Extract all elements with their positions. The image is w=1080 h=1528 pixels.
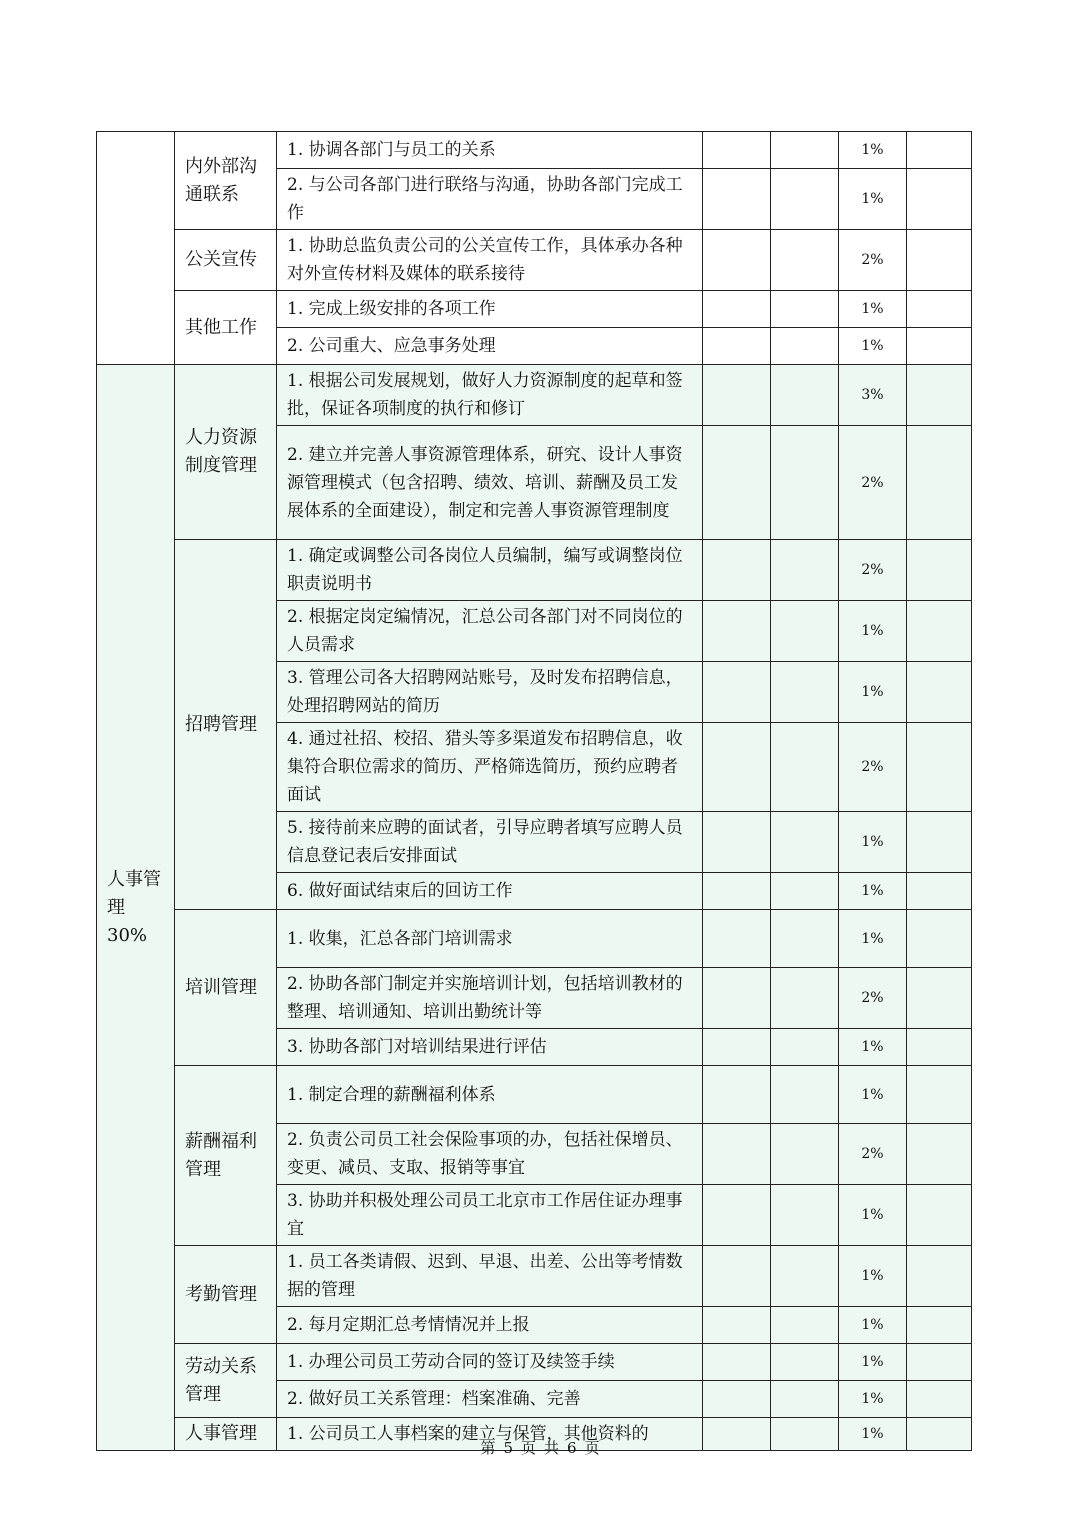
empty-cell	[703, 601, 771, 662]
empty-cell	[703, 1029, 771, 1066]
empty-cell	[907, 910, 972, 968]
footer-suffix: 页	[584, 1439, 600, 1457]
footer-page-unit: 页	[520, 1439, 536, 1457]
weight-cell: 3%	[839, 365, 907, 426]
empty-cell	[771, 1381, 839, 1418]
weight-cell: 1%	[839, 1307, 907, 1344]
task-cell: 1. 收集，汇总各部门培训需求	[277, 910, 703, 968]
empty-cell	[907, 1029, 972, 1066]
task-cell: 1. 办理公司员工劳动合同的签订及续签手续	[277, 1344, 703, 1381]
task-cell: 2. 根据定岗定编情况，汇总公司各部门对不同岗位的人员需求	[277, 601, 703, 662]
table-row	[97, 291, 972, 328]
category-cell	[97, 132, 175, 365]
task-cell: 5. 接待前来应聘的面试者，引导应聘者填写应聘人员信息登记表后安排面试	[277, 812, 703, 873]
task-cell: 1. 完成上级安排的各项工作	[277, 291, 703, 328]
weight-cell: 1%	[839, 1185, 907, 1246]
task-cell: 1. 协调各部门与员工的关系	[277, 132, 703, 169]
empty-cell	[703, 132, 771, 169]
subcategory-cell: 公关宣传	[175, 230, 277, 291]
subcategory-cell: 薪酬福利管理	[175, 1066, 277, 1246]
table-row	[97, 1246, 972, 1307]
table-row	[97, 132, 972, 169]
empty-cell	[703, 328, 771, 365]
empty-cell	[703, 1124, 771, 1185]
task-cell: 2. 公司重大、应急事务处理	[277, 328, 703, 365]
empty-cell	[771, 910, 839, 968]
empty-cell	[771, 662, 839, 723]
weight-cell: 1%	[839, 1344, 907, 1381]
empty-cell	[771, 1185, 839, 1246]
empty-cell	[703, 812, 771, 873]
empty-cell	[703, 1185, 771, 1246]
empty-cell	[907, 1124, 972, 1185]
empty-cell	[907, 169, 972, 230]
empty-cell	[907, 1381, 972, 1418]
empty-cell	[703, 291, 771, 328]
empty-cell	[703, 540, 771, 601]
task-cell: 3. 协助各部门对培训结果进行评估	[277, 1029, 703, 1066]
empty-cell	[771, 601, 839, 662]
weight-cell: 2%	[839, 968, 907, 1029]
footer-page-number: 5	[503, 1439, 513, 1457]
subcategory-cell: 内外部沟通联系	[175, 132, 277, 230]
weight-cell: 2%	[839, 230, 907, 291]
task-cell: 3. 管理公司各大招聘网站账号，及时发布招聘信息，处理招聘网站的简历	[277, 662, 703, 723]
category-cell: 人事管理 30%	[97, 365, 175, 1451]
empty-cell	[907, 968, 972, 1029]
empty-cell	[907, 540, 972, 601]
weight-cell: 1%	[839, 1246, 907, 1307]
empty-cell	[907, 601, 972, 662]
empty-cell	[771, 132, 839, 169]
empty-cell	[771, 1066, 839, 1124]
weight-cell: 1%	[839, 291, 907, 328]
subcategory-cell: 培训管理	[175, 910, 277, 1066]
table-row	[97, 365, 972, 426]
weight-cell: 1%	[839, 601, 907, 662]
task-cell: 2. 每月定期汇总考情情况并上报	[277, 1307, 703, 1344]
empty-cell	[771, 230, 839, 291]
empty-cell	[703, 1381, 771, 1418]
table-row	[97, 540, 972, 601]
empty-cell	[907, 132, 972, 169]
empty-cell	[771, 1246, 839, 1307]
empty-cell	[771, 540, 839, 601]
empty-cell	[771, 426, 839, 540]
weight-cell: 2%	[839, 540, 907, 601]
empty-cell	[907, 873, 972, 910]
weight-cell: 1%	[839, 1381, 907, 1418]
task-cell: 2. 负责公司员工社会保险事项的办，包括社保增员、变更、减员、支取、报销等事宜	[277, 1124, 703, 1185]
empty-cell	[703, 1066, 771, 1124]
table-row	[97, 230, 972, 291]
empty-cell	[907, 426, 972, 540]
subcategory-cell: 其他工作	[175, 291, 277, 365]
empty-cell	[771, 291, 839, 328]
empty-cell	[771, 1344, 839, 1381]
empty-cell	[771, 328, 839, 365]
task-cell: 1. 协助总监负责公司的公关宣传工作，具体承办各种对外宣传材料及媒体的联系接待	[277, 230, 703, 291]
weight-cell: 1%	[839, 1066, 907, 1124]
empty-cell	[771, 365, 839, 426]
empty-cell	[907, 1307, 972, 1344]
page-footer	[0, 1437, 1080, 1458]
empty-cell	[771, 873, 839, 910]
subcategory-cell: 考勤管理	[175, 1246, 277, 1344]
task-cell: 3. 协助并积极处理公司员工北京市工作居住证办理事宜	[277, 1185, 703, 1246]
task-cell: 2. 协助各部门制定并实施培训计划，包括培训教材的整理、培训通知、培训出勤统计等	[277, 968, 703, 1029]
empty-cell	[771, 1029, 839, 1066]
empty-cell	[907, 230, 972, 291]
task-cell: 1. 制定合理的薪酬福利体系	[277, 1066, 703, 1124]
empty-cell	[703, 910, 771, 968]
empty-cell	[907, 1185, 972, 1246]
empty-cell	[907, 723, 972, 812]
task-cell: 6. 做好面试结束后的回访工作	[277, 873, 703, 910]
weight-cell: 2%	[839, 1124, 907, 1185]
empty-cell	[703, 169, 771, 230]
table-row	[97, 1066, 972, 1124]
empty-cell	[771, 723, 839, 812]
weight-cell: 2%	[839, 426, 907, 540]
footer-total-label: 共	[544, 1439, 560, 1457]
empty-cell	[771, 1124, 839, 1185]
empty-cell	[703, 1246, 771, 1307]
weight-cell: 1%	[839, 910, 907, 968]
empty-cell	[703, 230, 771, 291]
weight-cell: 1%	[839, 812, 907, 873]
task-cell: 1. 员工各类请假、迟到、早退、出差、公出等考情数据的管理	[277, 1246, 703, 1307]
subcategory-cell: 人力资源制度管理	[175, 365, 277, 540]
task-cell: 2. 与公司各部门进行联络与沟通，协助各部门完成工作	[277, 169, 703, 230]
empty-cell	[703, 1344, 771, 1381]
subcategory-cell: 招聘管理	[175, 540, 277, 910]
task-cell: 1. 根据公司发展规划，做好人力资源制度的起草和签批，保证各项制度的执行和修订	[277, 365, 703, 426]
table-row	[97, 1344, 972, 1381]
task-cell: 1. 确定或调整公司各岗位人员编制，编写或调整岗位职责说明书	[277, 540, 703, 601]
empty-cell	[771, 968, 839, 1029]
empty-cell	[907, 1344, 972, 1381]
empty-cell	[703, 1307, 771, 1344]
weight-cell: 1%	[839, 132, 907, 169]
weight-cell: 1%	[839, 169, 907, 230]
task-cell: 2. 建立并完善人事资源管理体系，研究、设计人事资源管理模式（包含招聘、绩效、培训、薪酬及员工发展体系的全面建设），制定和完善人事资源管理制度	[277, 426, 703, 540]
weight-cell: 1%	[839, 873, 907, 910]
task-cell: 1. 公司员工人事档案的建立与保管，其他资料的	[277, 1418, 703, 1451]
empty-cell	[703, 365, 771, 426]
weight-cell: 1%	[839, 1418, 907, 1451]
task-cell: 4. 通过社招、校招、猎头等多渠道发布招聘信息，收集符合职位需求的简历、严格筛选简历，预约应聘者面试	[277, 723, 703, 812]
table-row	[97, 910, 972, 968]
footer-prefix: 第	[480, 1439, 496, 1457]
empty-cell	[703, 873, 771, 910]
footer-total-pages: 6	[567, 1439, 577, 1457]
empty-cell	[907, 328, 972, 365]
weight-cell: 1%	[839, 1029, 907, 1066]
empty-cell	[907, 662, 972, 723]
empty-cell	[703, 723, 771, 812]
weight-cell: 1%	[839, 662, 907, 723]
empty-cell	[771, 1307, 839, 1344]
empty-cell	[907, 291, 972, 328]
weight-cell: 1%	[839, 328, 907, 365]
task-cell: 2. 做好员工关系管理：档案准确、完善	[277, 1381, 703, 1418]
empty-cell	[907, 1246, 972, 1307]
empty-cell	[907, 1066, 972, 1124]
empty-cell	[907, 812, 972, 873]
empty-cell	[703, 426, 771, 540]
evaluation-table	[96, 131, 972, 1451]
empty-cell	[771, 812, 839, 873]
empty-cell	[907, 365, 972, 426]
empty-cell	[703, 968, 771, 1029]
weight-cell: 2%	[839, 723, 907, 812]
empty-cell	[703, 662, 771, 723]
subcategory-cell: 人事管理	[175, 1418, 277, 1451]
subcategory-cell: 劳动关系管理	[175, 1344, 277, 1418]
empty-cell	[771, 169, 839, 230]
